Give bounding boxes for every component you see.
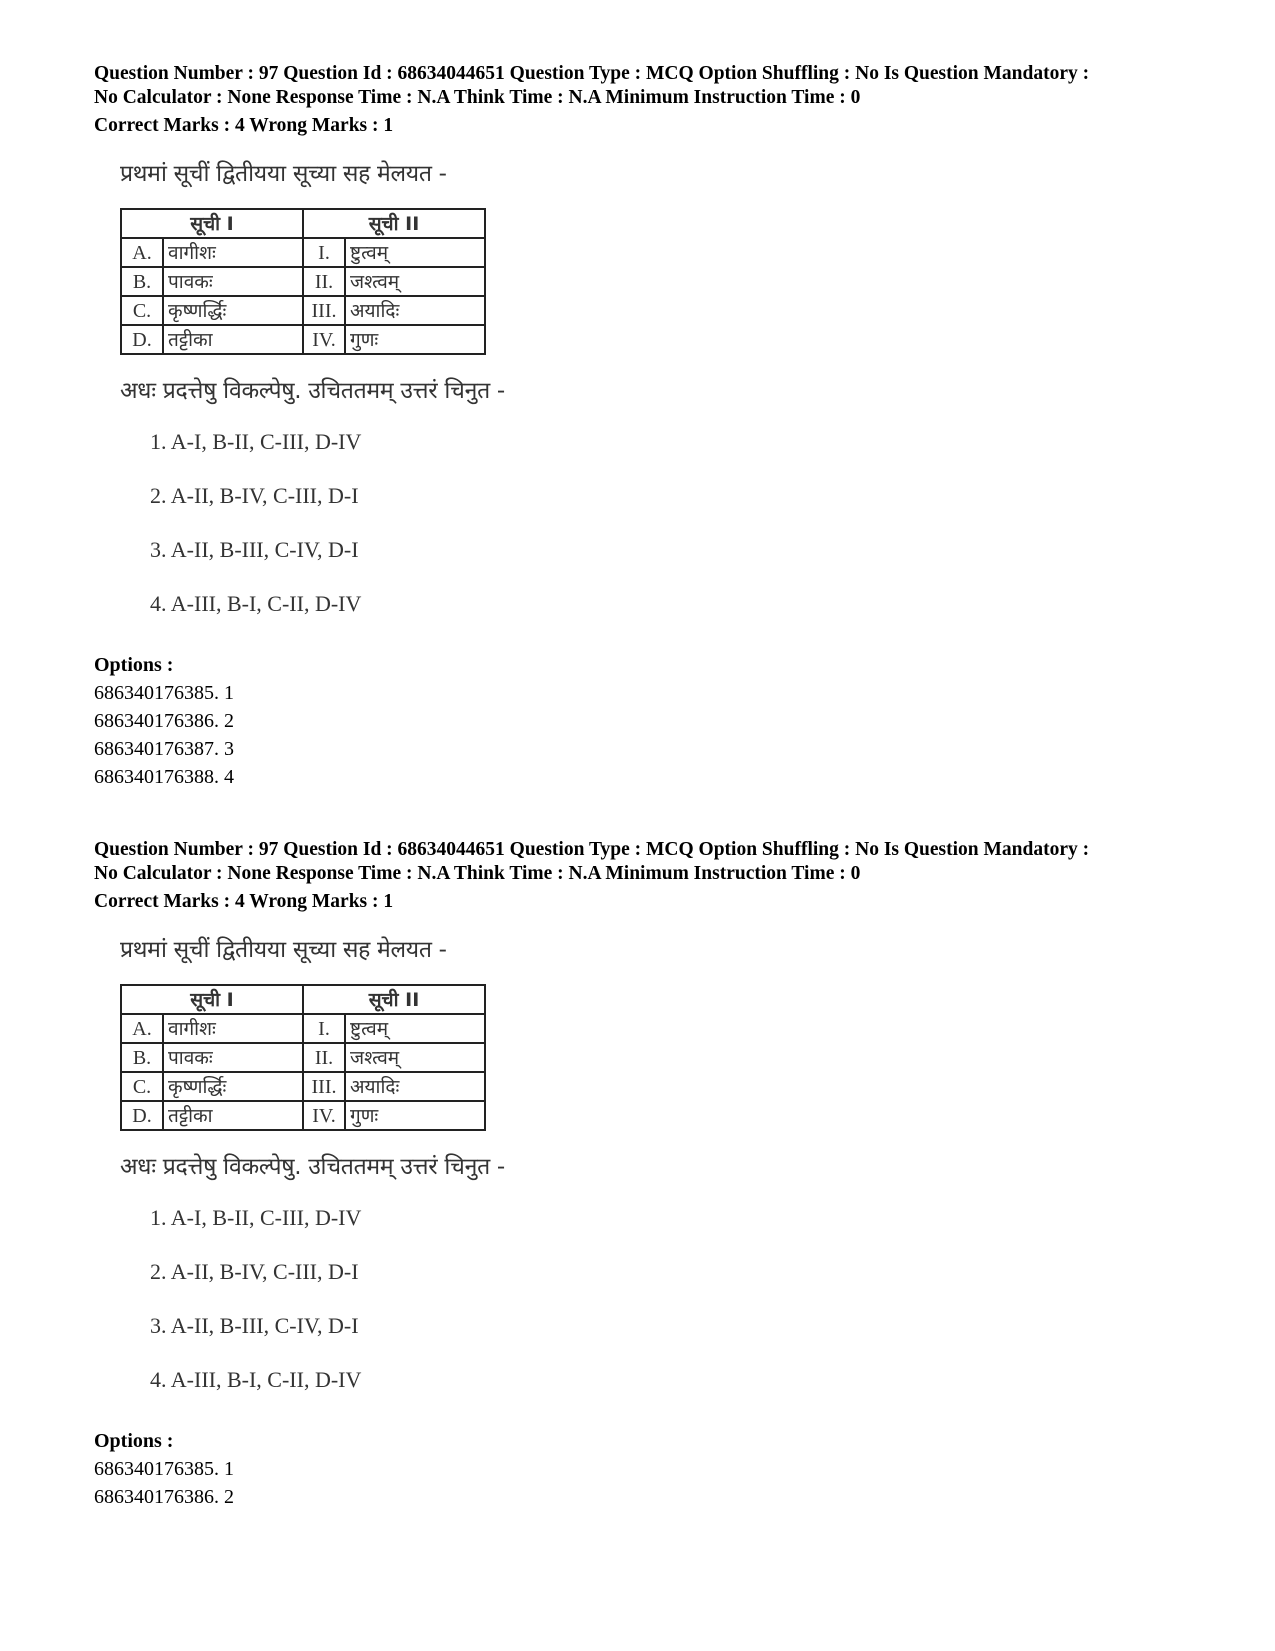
list2-value: जश्त्वम् [345,1043,485,1072]
question-meta-line1: Question Number : 97 Question Id : 68634044651 Question Type : MCQ Option Shuffling : No Is Question Mandatory : [94,63,1090,84]
list1-label: B. [121,1043,163,1072]
list2-value: ष्टुत्वम् [345,238,485,267]
list2-value: अयादिः [345,1072,485,1101]
answer-choice: 4. A-III, B-I, C-II, D-IV [150,1367,362,1392]
question-prompt: प्रथमां सूचीं द्वितीयया सूच्या सह मेलयत - [120,937,447,963]
list1-label: D. [121,325,163,354]
answer-choice: 4. A-III, B-I, C-II, D-IV [150,591,362,616]
list2-label: II. [303,1043,345,1072]
list1-value: कृष्णर्द्धिः [163,1072,303,1101]
question-marks: Correct Marks : 4 Wrong Marks : 1 [94,115,394,136]
match-row [121,325,485,354]
answer-choice: 2. A-II, B-IV, C-III, D-I [150,483,359,508]
list1-value: पावकः [163,1043,303,1072]
match-row [121,1014,485,1043]
option-id: 686340176388. 4 [94,766,234,788]
question-marks: Correct Marks : 4 Wrong Marks : 1 [94,891,394,912]
list1-label: A. [121,1014,163,1043]
question-instruction: अधः प्रदत्तेषु विकल्पेषु. उचिततमम् उत्तरं चिनुत - [120,378,505,404]
answer-choice: 3. A-II, B-III, C-IV, D-I [150,1313,359,1338]
list2-value: अयादिः [345,296,485,325]
match-table [120,984,486,1131]
answer-choices [150,1203,1204,1419]
list1-value: पावकः [163,267,303,296]
list1-value: तट्टीका [163,1101,303,1130]
list1-label: C. [121,1072,163,1101]
list1-value: वागीशः [163,1014,303,1043]
list2-label: IV. [303,325,345,354]
options-heading: Options : [94,1430,174,1452]
options-heading: Options : [94,654,174,676]
list2-label: III. [303,296,345,325]
option-id: 686340176385. 1 [94,682,234,704]
question-block [94,62,1204,791]
match-row [121,296,485,325]
match-header-row [121,209,485,238]
question-block [94,838,1204,1511]
question-prompt: प्रथमां सूचीं द्वितीयया सूच्या सह मेलयत - [120,161,447,187]
match-row [121,1101,485,1130]
list2-label: IV. [303,1101,345,1130]
list2-header: सूची II [303,209,485,238]
question-body [120,158,1204,643]
list1-header: सूची I [121,985,303,1014]
list1-label: D. [121,1101,163,1130]
match-row [121,1072,485,1101]
list1-value: तट्टीका [163,325,303,354]
match-row [121,1043,485,1072]
option-id: 686340176387. 3 [94,738,234,760]
question-body [120,934,1204,1419]
answer-choice: 3. A-II, B-III, C-IV, D-I [150,537,359,562]
match-table [120,208,486,355]
list1-value: कृष्णर्द्धिः [163,296,303,325]
list2-label: II. [303,267,345,296]
list1-header: सूची I [121,209,303,238]
match-row [121,238,485,267]
match-row [121,267,485,296]
list2-value: गुणः [345,1101,485,1130]
list2-label: III. [303,1072,345,1101]
list2-label: I. [303,238,345,267]
list1-label: A. [121,238,163,267]
list1-label: C. [121,296,163,325]
answer-choices [150,427,1204,643]
options-list [94,1455,1204,1511]
question-meta-line1: Question Number : 97 Question Id : 68634044651 Question Type : MCQ Option Shuffling : No Is Question Mandatory : [94,839,1090,860]
list2-label: I. [303,1014,345,1043]
list2-value: जश्त्वम् [345,267,485,296]
question-meta-line2: No Calculator : None Response Time : N.A Think Time : N.A Minimum Instruction Time : 0 [94,863,861,884]
list2-header: सूची II [303,985,485,1014]
answer-choice: 1. A-I, B-II, C-III, D-IV [150,1205,362,1230]
answer-choice: 2. A-II, B-IV, C-III, D-I [150,1259,359,1284]
list2-value: ष्टुत्वम् [345,1014,485,1043]
list1-label: B. [121,267,163,296]
question-instruction: अधः प्रदत्तेषु विकल्पेषु. उचिततमम् उत्तरं चिनुत - [120,1154,505,1180]
options-list [94,679,1204,791]
question-meta-line2: No Calculator : None Response Time : N.A Think Time : N.A Minimum Instruction Time : 0 [94,87,861,108]
answer-choice: 1. A-I, B-II, C-III, D-IV [150,429,362,454]
list1-value: वागीशः [163,238,303,267]
option-id: 686340176386. 2 [94,1486,234,1508]
option-id: 686340176385. 1 [94,1458,234,1480]
list2-value: गुणः [345,325,485,354]
option-id: 686340176386. 2 [94,710,234,732]
match-header-row [121,985,485,1014]
